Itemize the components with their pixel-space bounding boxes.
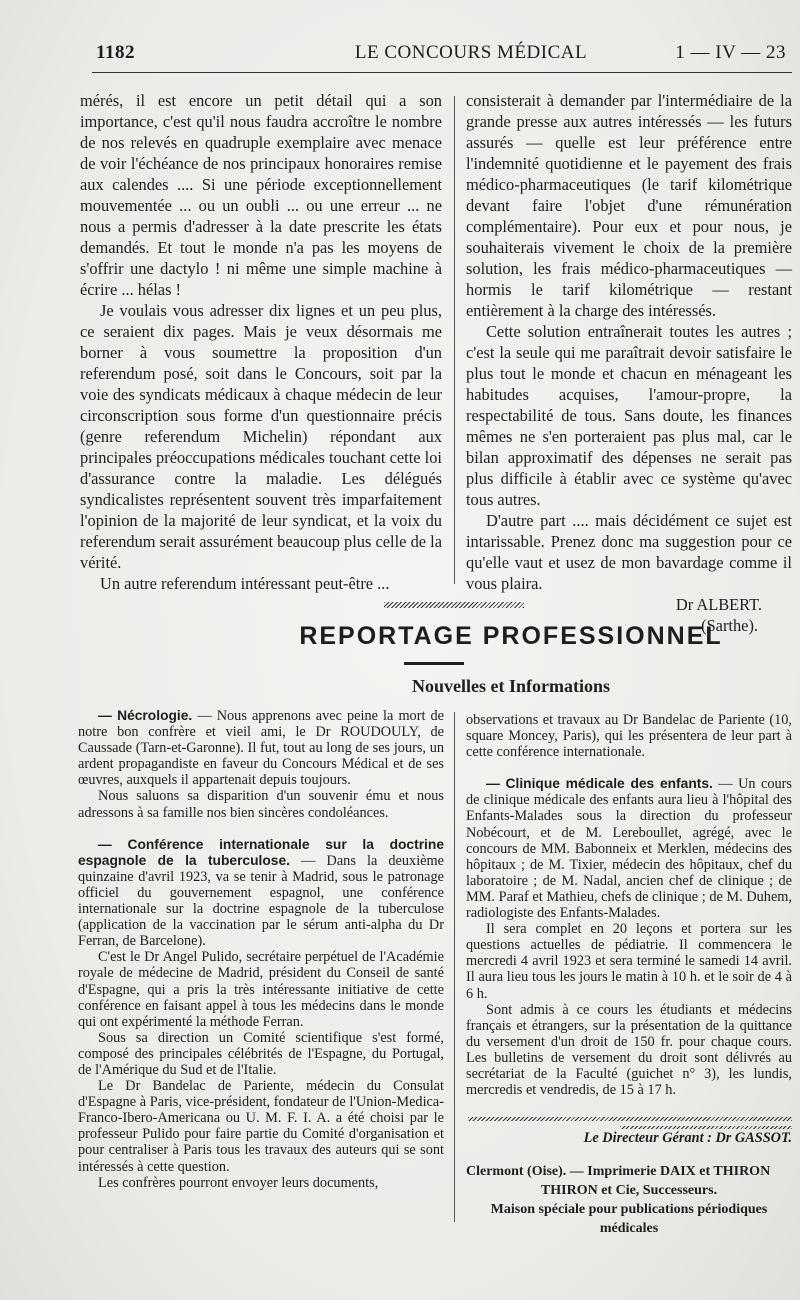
running-header	[96, 42, 786, 72]
header-rule	[92, 72, 792, 73]
news-text: — Nous apprenons avec peine la mort de notre bon confrère et vieil ami, le Dr ROUDOULY, de Caussade (Tarn-et-Garonne). Il fut, tout au long de ses jours, un ardent propagandiste en faveur du Concours Médical et de ses œuvres, auxquels il appartenait depuis toujours.	[78, 708, 445, 789]
printer-imprint	[466, 1162, 792, 1238]
paragraph: C'est le Dr Angel Pulido, secrétaire perpétuel de l'Académie royale de médecine de Madrid, président du Conseil de santé d'Espagne, qui a pris la très intéressante initiative de cette conférence en faisant appel à tous les médecins dans le monde qui ont expérimenté la méthode Ferran.	[78, 949, 444, 1030]
page-number: 1182	[96, 42, 135, 63]
paragraph: observations et travaux au Dr Bandelac de Pariente (10, square Moncey, Paris), qui les présentera de leur part à cette conférence internationale.	[466, 712, 792, 761]
news-right-column	[466, 712, 792, 1098]
printer-line: Maison spéciale pour publications périodiques médicales	[490, 1202, 768, 1236]
news-text: — Un cours de clinique médicale des enfants aura lieu à l'hôpital des Enfants-Malades sous la direction du professeur Nobécourt, et de M. Lereboullet, agrégé, avec le concours de MM. Babonneix et Merklen, médecins des hôpitaux ; de M. Tixier, médecin des hôpitaux, chef du laboratoire ; de M. Nadal, ancien chef de clinique ; de MM. Paraf et Mathieu, chefs de clinique ; de M. Duhem, radiologiste des Enfants-Malades.	[466, 776, 792, 922]
paragraph: Sont admis à ce cours les étudiants et médecins français et étrangers, sur la présentation de la quittance du versement d'un droit de 150 fr. pour chaque cours. Les bulletins de versement du droit sont délivrés au secrétariat de la Faculté (guichet n° 3), les lundis, mercredis et vendredis, de 15 à 17 h.	[466, 1001, 792, 1099]
paragraph: Sous sa direction un Comité scientifique s'est formé, composé des principales célébrités de l'Espagne, du Portugal, de l'Amérique du Sud et de l'Italie.	[78, 1029, 444, 1078]
title-rule	[404, 662, 464, 665]
paragraph: Les confrères pourront envoyer leurs documents,	[98, 1174, 379, 1191]
printer-line: Clermont (Oise). — Imprimerie DAIX et THIRON	[466, 1164, 771, 1179]
paragraph: mérés, il est encore un petit détail qui a son importance, c'est qu'il nous faudra accroître le nombre de nos relevés en quadruple exemplaire avec menace de voir l'échéance de nos principaux honoraires remise aux calendes .... Si une période exceptionnellement mouvementée ... ou un oubli ... ou une erreur ... ne nous a permis d'adresser à la date prescrite les états demandés. Et tout le monde n'a pas les moyens de s'offrir une dactylo ! ni même une simple machine à écrire ... hélas !	[80, 91, 442, 299]
section-title: REPORTAGE PROFESSIONNEL	[299, 622, 723, 650]
news-left-column	[78, 708, 444, 1191]
news-text: — Dans la deuxième quinzaine d'avril 1923, va se tenir à Madrid, sous le patronage officiel du gouvernement espagnol, une conférence internationale sur la doctrine espagnole de la tuberculose (application de la vaccination par le sérum anti-alpha du Dr Ferran, de Barcelone).	[78, 852, 444, 950]
signature: Dr ALBERT.	[675, 595, 762, 614]
column-divider	[454, 96, 455, 584]
paragraph: Nous saluons sa disparition d'un souvenir ému et nous adressons à sa famille nos bien sincères condoléances.	[78, 788, 444, 821]
rubric-heading: — Conférence internationale sur la doctrine espagnole de la tuberculose.	[78, 836, 444, 868]
printer-line: THIRON et Cie, Successeurs.	[540, 1183, 718, 1198]
paragraph: Il sera complet en 20 leçons et portera sur les questions actuelles de pédiatrie. Il commencera le mercredi 4 avril 1923 et sera terminé le samedi 14 avril. Il aura lieu tous les jours le matin à 10 h. et le soir de 4 à 6 h.	[466, 921, 792, 1002]
paragraph: Un autre referendum intéressant peut-être ...	[100, 574, 390, 593]
publisher-line: Le Directeur Gérant : Dr GASSOT.	[583, 1130, 792, 1146]
wavy-ornament	[620, 1126, 792, 1129]
rubric-heading: — Nécrologie.	[98, 708, 193, 723]
news-item	[78, 837, 444, 950]
top-left-column	[80, 90, 442, 594]
journal-title: LE CONCOURS MÉDICAL	[354, 42, 588, 63]
section-subtitle: Nouvelles et Informations	[412, 676, 610, 696]
paragraph: consisterait à demander par l'intermédiaire de la grande presse aux autres intéressés — les futurs assurés — quelle est leur préférence entre l'indemnité quotidienne et le payement des frais médico-pharmaceutiques (le tarif kilométrique devant faire l'objet d'une rémunération complémentaire). Pour eux et pour nous, je souhaiterais vivement le choix de la première solution, les frais médico-pharmaceutiques — hormis le tarif kilométrique — restant entièrement à la charge des intéressés.	[466, 91, 792, 320]
wavy-ornament	[468, 1117, 792, 1121]
news-item	[466, 776, 792, 921]
top-right-column	[466, 90, 792, 636]
wavy-ornament	[384, 602, 524, 608]
paragraph: D'autre part .... mais décidément ce sujet est intarissable. Prenez donc ma suggestion pour ce qu'elle vaut et usez de mon bavardage comme il vous plaira.	[466, 511, 792, 593]
column-divider	[454, 712, 455, 1222]
paragraph: Cette solution entraînerait toutes les autres ; c'est la seule qui me paraîtrait devoir satisfaire le plus tout le monde et chacun en ménageant les habitudes acquises, l'amour-propre, la respectabilité de tous. Sans doute, les finances mêmes ne s'en porteraient pas plus mal, car le bilan approximatif des dépenses ne serait pas plus difficile à établir avec ce système qu'avec tous autres.	[466, 322, 792, 509]
news-item	[78, 708, 444, 788]
issue-date: 1 — IV — 23	[675, 42, 786, 63]
signature-place: (Sarthe).	[701, 616, 758, 635]
paragraph: Le Dr Bandelac de Pariente, médecin du Consulat d'Espagne à Paris, vice-président, fondateur de l'Union-Medica-Franco-Ibero-Americana ou U. M. F. I. A. a été choisi par le professeur Pulido pour faire partie du Comité d'organisation et pour centraliser à Paris tous les travaux des auteurs qui se sont intéressés à cette question.	[78, 1078, 444, 1175]
rubric-heading: — Clinique médicale des enfants.	[486, 776, 713, 792]
paragraph: Je voulais vous adresser dix lignes et un peu plus, ce seraient dix pages. Mais je veux désormais me borner à vous soumettre la proposition d'un referendum posé, soit dans le Concours, soit par la voie des syndicats médicaux à chaque médecin de leur circonscription sous forme d'un questionnaire précis (genre referendum Michelin) répondant aux principales préoccupations médicales touchant cette loi d'assurance contre la maladie. Les délégués syndicalistes représentent souvent très imparfaitement l'opinion de la majorité de leur syndicat, et la voix du referendum serait assurément beaucoup plus celle de la vérité.	[80, 301, 442, 572]
